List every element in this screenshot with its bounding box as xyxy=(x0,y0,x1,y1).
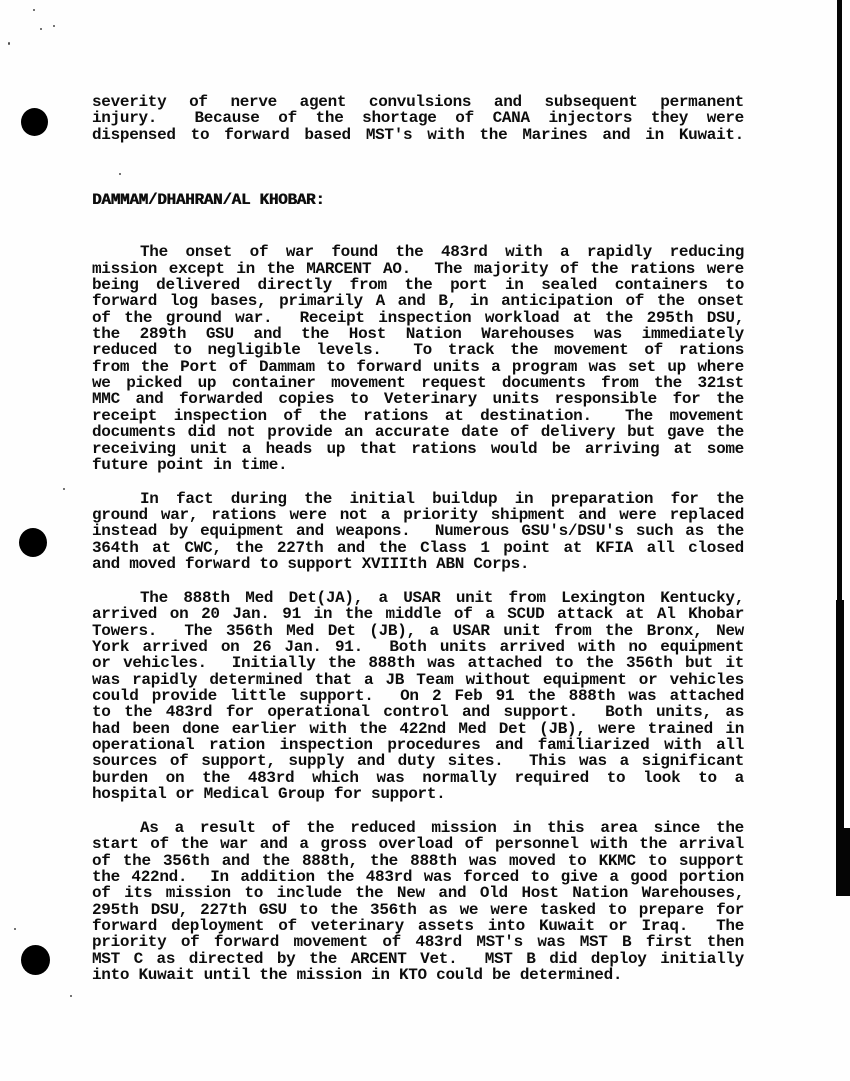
paragraph xyxy=(92,244,744,473)
text-line: receiving unit a heads up that rations would be arriving at some xyxy=(92,439,744,458)
text-line: hospital or Medical Group for support. xyxy=(92,785,446,804)
text-line: 364th at CWC, the 227th and the Class 1 point at KFIA all closed xyxy=(92,538,744,557)
text-line: Towers. The 356th Med Det (JB), a USAR unit from the Bronx, New xyxy=(92,621,744,640)
text-line: start of the war and a gross overload of personnel with the arrival xyxy=(92,835,744,854)
scan-edge-artifact xyxy=(836,600,844,832)
text-line: forward deployment of veterinary assets into Kuwait or Iraq. The xyxy=(92,916,744,935)
scan-speck xyxy=(8,42,10,45)
text-line: forward log bases, primarily A and B, in anticipation of the onset xyxy=(92,292,744,311)
scan-speck xyxy=(70,995,72,997)
text-line: documents did not provide an accurate date of delivery but gave the xyxy=(92,423,744,442)
text-line: ground war, rations were not a priority shipment and were replaced xyxy=(92,506,744,525)
hole-punch-mark xyxy=(19,528,47,557)
text-line: burden on the 483rd which was normally required to look to a xyxy=(92,768,744,787)
section-heading: DAMMAM/DHAHRAN/AL KHOBAR: xyxy=(92,191,325,210)
document-text-column xyxy=(92,94,744,983)
text-line: future point in time. xyxy=(92,455,288,474)
text-line: The 888th Med Det(JA), a USAR unit from Lexington Kentucky, xyxy=(140,588,744,607)
text-line: In fact during the initial buildup in preparation for the xyxy=(140,489,744,508)
scan-speck xyxy=(40,28,42,30)
scan-speck xyxy=(63,488,65,490)
text-line: was rapidly determined that a JB Team without equipment or vehicles xyxy=(92,670,744,689)
paragraph xyxy=(92,491,744,573)
text-line: sources of support, supply and duty sites. This was a significant xyxy=(92,752,744,771)
paragraph-intro xyxy=(92,94,744,143)
text-line: the 289th GSU and the Host Nation Warehouses was immediately xyxy=(92,325,744,344)
text-line: receipt inspection of the rations at destination. The movement xyxy=(92,406,744,425)
scan-edge-artifact xyxy=(836,828,850,896)
text-line: MMC and forwarded copies to Veterinary units responsible for the xyxy=(92,390,744,409)
text-line: had been done earlier with the 422nd Med Det (JB), were trained in xyxy=(92,719,744,738)
text-line: dispensed to forward based MST's with the Marines and in Kuwait. xyxy=(92,125,744,144)
text-line: MST C as directed by the ARCENT Vet. MST B did deploy initially xyxy=(92,949,744,968)
text-line: instead by equipment and weapons. Numerous GSU's/DSU's such as the xyxy=(92,522,744,541)
text-line: severity of nerve agent convulsions and subsequent permanent xyxy=(92,93,744,111)
hole-punch-mark xyxy=(21,108,48,136)
text-line: into Kuwait until the mission in KTO could be determined. xyxy=(92,965,623,984)
text-line: reduced to negligible levels. To track the movement of rations xyxy=(92,341,744,360)
text-line: York arrived on 26 Jan. 91. Both units arrived with no equipment xyxy=(92,637,744,656)
text-line: mission except in the MARCENT AO. The majority of the rations were xyxy=(92,259,744,278)
paragraph xyxy=(92,820,744,983)
text-line: of the 356th and the 888th, the 888th was moved to KKMC to support xyxy=(92,851,744,870)
text-line: we picked up container movement request documents from the 321st xyxy=(92,374,744,393)
scan-speck xyxy=(33,9,35,11)
hole-punch-mark xyxy=(21,945,50,975)
text-line: to the 483rd for operational control and support. Both units, as xyxy=(92,703,744,722)
text-line: of the ground war. Receipt inspection workload at the 295th DSU, xyxy=(92,308,744,327)
text-line: As a result of the reduced mission in this area since the xyxy=(140,818,744,837)
text-line: arrived on 20 Jan. 91 in the middle of a SCUD attack at Al Khobar xyxy=(92,605,744,624)
text-line: operational ration inspection procedures and familiarized with all xyxy=(92,736,744,754)
text-line: or vehicles. Initially the 888th was attached to the 356th but it xyxy=(92,654,744,673)
scan-edge-artifact xyxy=(837,0,842,610)
text-line: and moved forward to support XVIIIth ABN Corps. xyxy=(92,555,530,574)
text-line: being delivered directly from the port in sealed containers to xyxy=(92,276,744,295)
text-line: 295th DSU, 227th GSU to the 356th as we were tasked to prepare for xyxy=(92,900,744,919)
scan-speck xyxy=(53,25,55,27)
paragraph xyxy=(92,590,744,802)
text-line: injury. Because of the shortage of CANA injectors they were xyxy=(92,109,744,128)
text-line: could provide little support. On 2 Feb 91 the 888th was attached xyxy=(92,686,744,705)
text-line: the 422nd. In addition the 483rd was forced to give a good portion xyxy=(92,867,744,886)
text-line: The onset of war found the 483rd with a rapidly reducing xyxy=(140,243,744,262)
text-line: priority of forward movement of 483rd MST's was MST B first then xyxy=(92,933,744,952)
scan-speck xyxy=(14,928,16,930)
text-line: from the Port of Dammam to forward units a program was set up where xyxy=(92,357,744,376)
text-line: of its mission to include the New and Old Host Nation Warehouses, xyxy=(92,884,744,903)
